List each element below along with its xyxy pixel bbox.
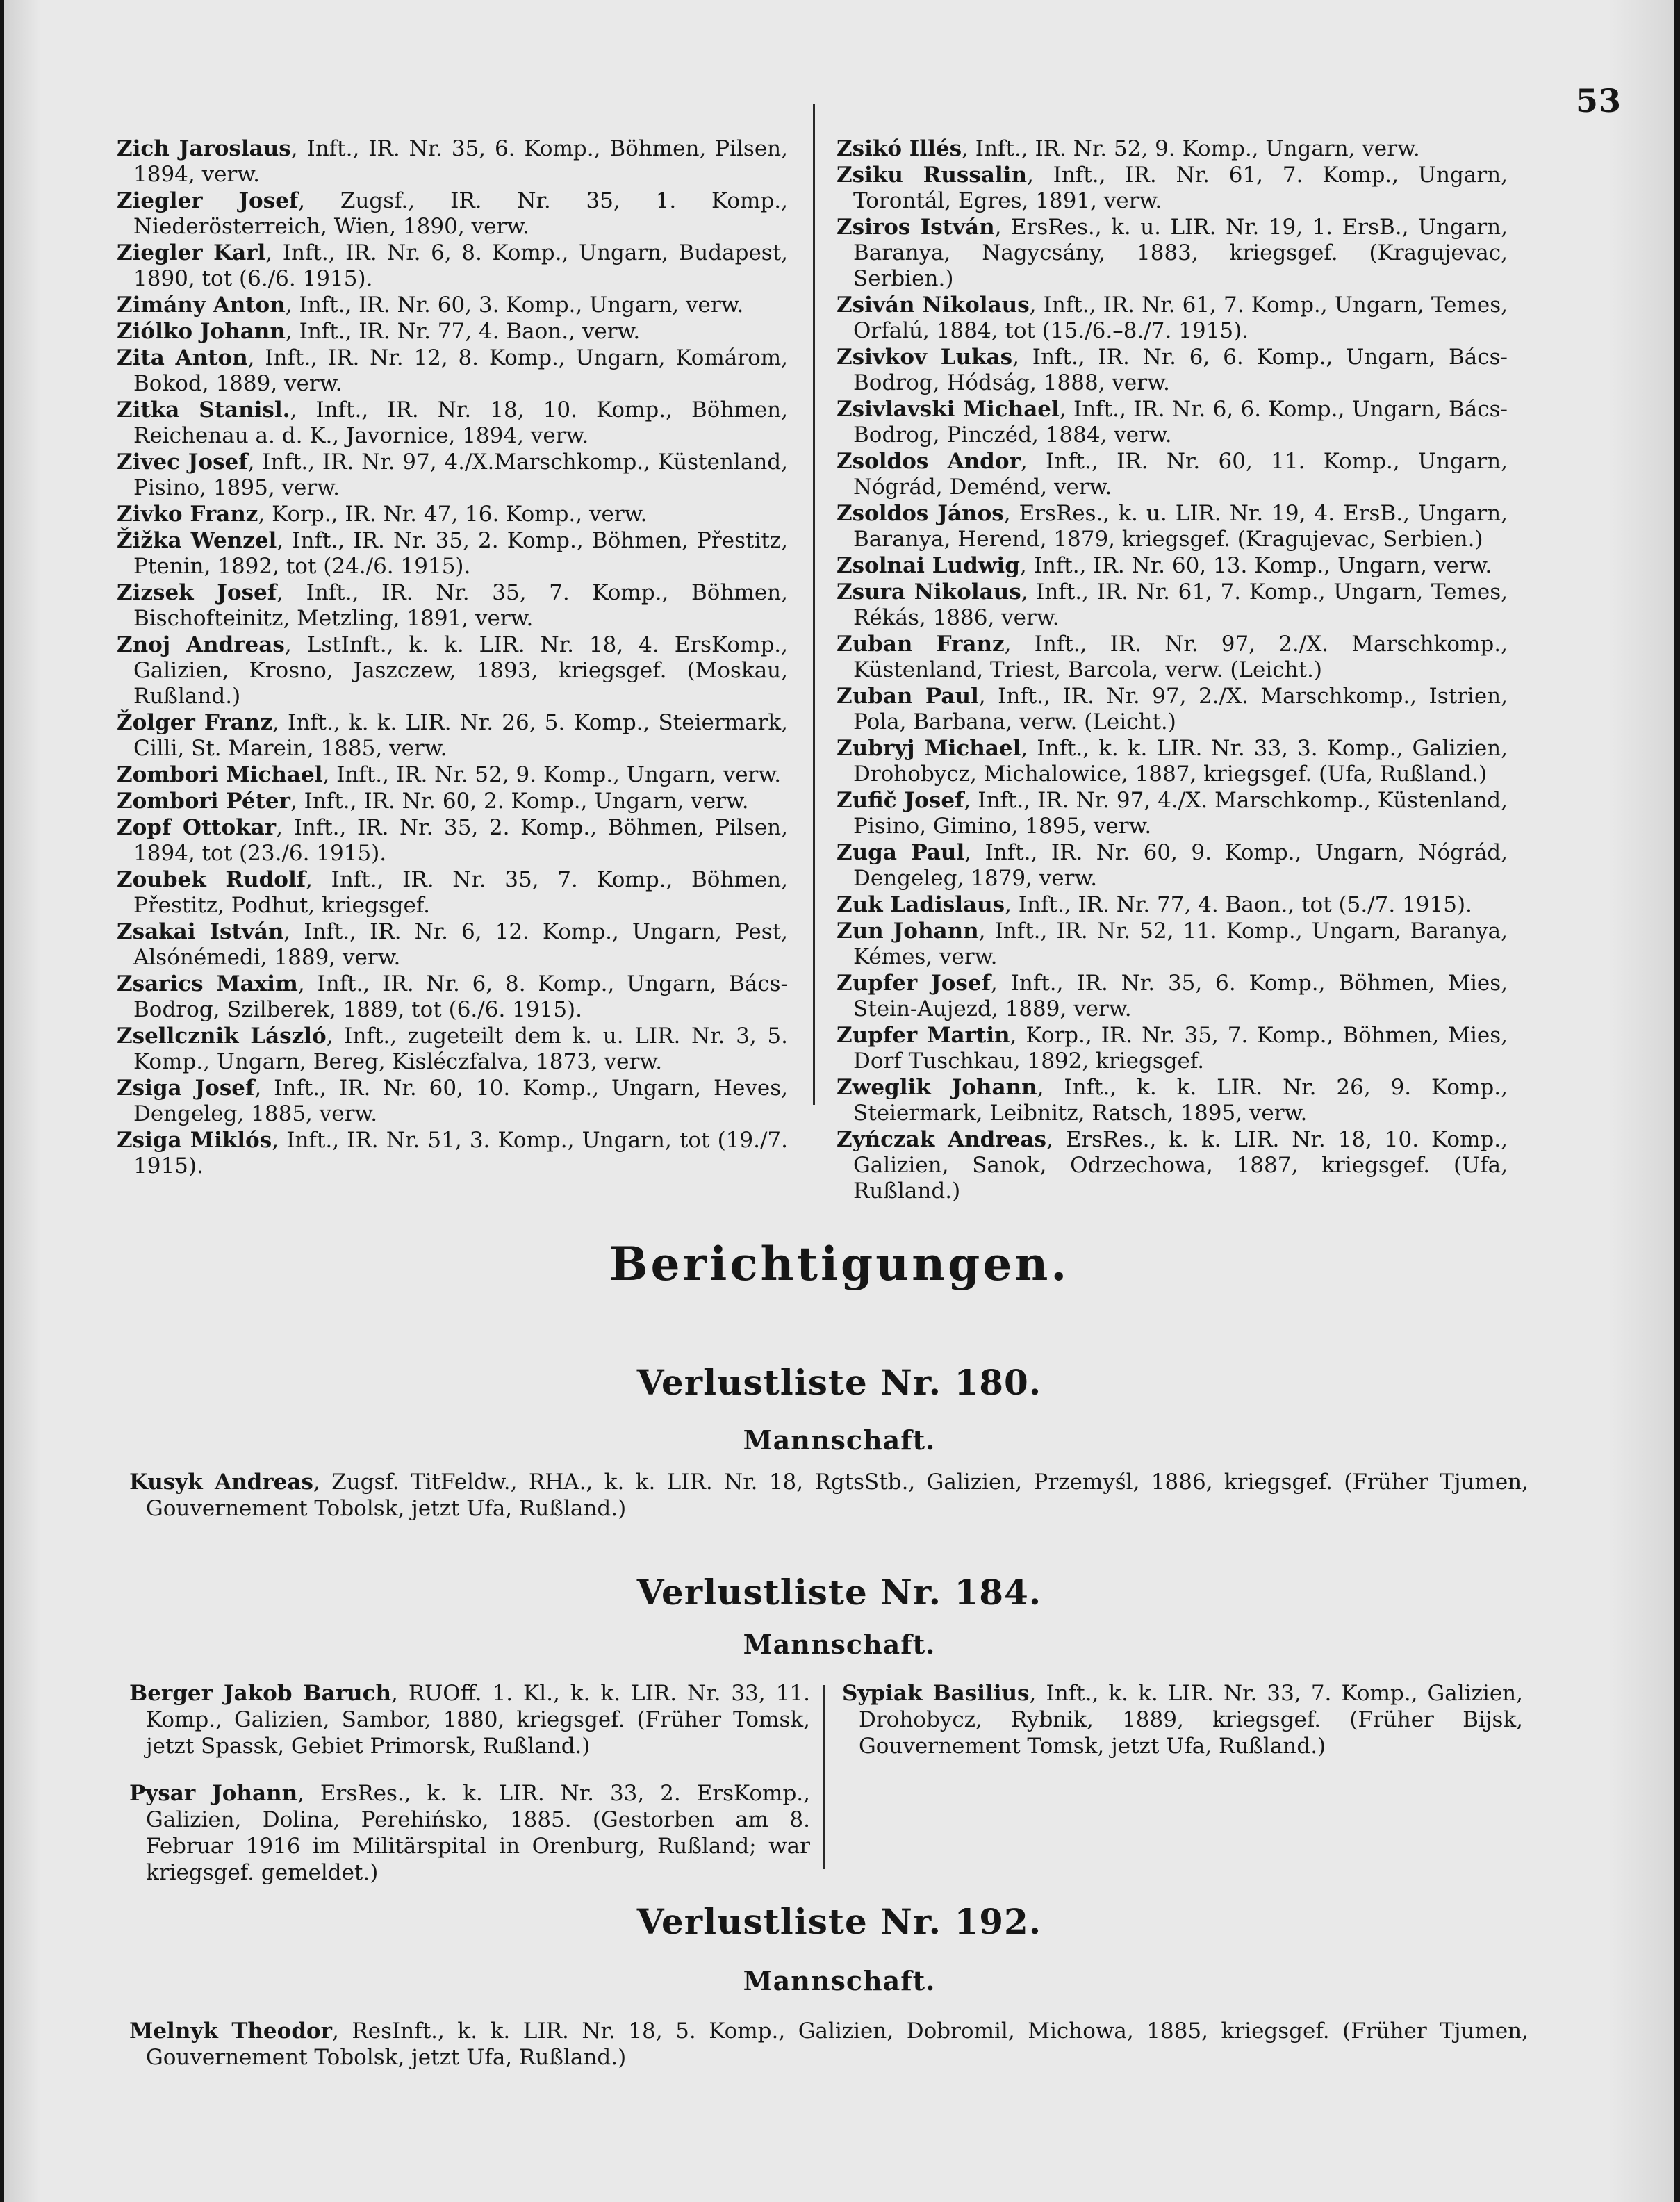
casualty-entry xyxy=(837,1075,1508,1126)
casualty-entry xyxy=(837,136,1508,162)
casualty-entry xyxy=(117,293,788,318)
entry-name: Zich Jaroslaus xyxy=(117,136,291,161)
casualty-entry xyxy=(117,971,788,1023)
entry-name: Zivec Josef xyxy=(117,450,248,475)
entry-text: , Inft., IR. Nr. 61, 7. Komp., Ungarn, Temes, Rékás, 1886, verw. xyxy=(853,580,1508,630)
entry-name: Zuk Ladislaus xyxy=(837,892,1005,917)
list-184-entry xyxy=(129,1680,810,1759)
casualty-entry xyxy=(837,840,1508,892)
entry-name: Zufič Josef xyxy=(837,788,964,813)
entry-name: Zsiga Miklós xyxy=(117,1128,272,1153)
entry-text: , Inft., IR. Nr. 60, 11. Komp., Ungarn, Nógrád, Deménd, verw. xyxy=(853,449,1508,500)
entry-name: Zsarics Maxim xyxy=(117,971,298,996)
entry-text: , Inft., IR. Nr. 35, 6. Komp., Böhmen, Mies, Stein-Aujezd, 1889, verw. xyxy=(853,971,1508,1021)
entry-name: Zuga Paul xyxy=(837,840,965,865)
casualty-entry xyxy=(837,892,1508,918)
entry-text: , Inft., k. k. LIR. Nr. 33, 3. Komp., Galizien, Drohobycz, Michalowice, 1887, kriegsgef. (Ufa, Rußland.) xyxy=(853,736,1508,787)
casualty-entry xyxy=(837,1023,1508,1074)
list-184-title: Verlustliste Nr. 184. xyxy=(636,1572,1042,1613)
casualty-entry xyxy=(117,815,788,866)
list-180-entry xyxy=(129,1469,1529,1522)
list-192-subtitle: Mannschaft. xyxy=(743,1965,936,1996)
casualty-entry xyxy=(837,971,1508,1022)
entry-name: Zizsek Josef xyxy=(117,580,277,605)
casualty-entry xyxy=(837,293,1508,344)
list-184-entry xyxy=(129,1780,810,1886)
entry-text: , Korp., IR. Nr. 35, 7. Komp., Böhmen, Mies, Dorf Tuschkau, 1892, kriegsgef. xyxy=(853,1023,1508,1074)
casualty-entry xyxy=(117,319,788,345)
entry-text: , Inft., IR. Nr. 6, 12. Komp., Ungarn, Pest, Alsónémedi, 1889, verw. xyxy=(133,919,788,970)
entry-name: Zombori Péter xyxy=(117,789,290,814)
entry-name: Zsoldos Andor xyxy=(837,449,1021,474)
entry-text: , Inft., IR. Nr. 61, 7. Komp., Ungarn, Temes, Orfalú, 1884, tot (15./6.–8./7. 1915). xyxy=(853,293,1508,343)
list-184-right-column xyxy=(842,1680,1523,1780)
casualty-entry xyxy=(117,1076,788,1127)
entry-text: , Inft., IR. Nr. 6, 8. Komp., Ungarn, Bács-Bodrog, Szilberek, 1889, tot (6./6. 1915). xyxy=(133,971,789,1022)
entry-text: , ErsRes., k. u. LIR. Nr. 19, 1. ErsB., Ungarn, Baranya, Nagycsány, 1883, kriegsgef. (Kragujevac, Serbien.) xyxy=(853,215,1508,291)
entry-text: , Inft., IR. Nr. 52, 9. Komp., Ungarn, verw. xyxy=(962,136,1420,161)
entry-text: , Inft., IR. Nr. 12, 8. Komp., Ungarn, Komárom, Bokod, 1889, verw. xyxy=(133,345,788,396)
entry-text: , Inft., k. k. LIR. Nr. 26, 9. Komp., Steiermark, Leibnitz, Ratsch, 1895, verw. xyxy=(853,1075,1508,1126)
entry-name: Zimány Anton xyxy=(117,293,286,318)
entry-name: Zsiku Russalin xyxy=(837,163,1027,188)
entry-name: Berger Jakob Baruch xyxy=(129,1681,391,1706)
entry-text: , Inft., IR. Nr. 35, 2. Komp., Böhmen, Přestitz, Ptenin, 1892, tot (24./6. 1915). xyxy=(133,528,788,579)
corrections-heading: Berichtigungen. xyxy=(609,1237,1070,1291)
casualty-entry xyxy=(837,215,1508,292)
casualty-entry xyxy=(837,501,1508,552)
column-divider xyxy=(813,104,815,1105)
entry-name: Zsiga Josef xyxy=(117,1076,255,1101)
entry-name: Zombori Michael xyxy=(117,762,323,787)
entry-text: , Inft., IR. Nr. 35, 7. Komp., Böhmen, Bischofteinitz, Metzling, 1891, verw. xyxy=(133,580,788,631)
entry-text: , Inft., IR. Nr. 52, 9. Komp., Ungarn, verw. xyxy=(322,762,782,787)
casualty-entry xyxy=(837,632,1508,683)
entry-text: , RUOff. 1. Kl., k. k. LIR. Nr. 33, 11. Komp., Galizien, Sambor, 1880, kriegsgef. (Früher Tomsk, jetzt Spassk, Gebiet Primorsk, Rußland.) xyxy=(146,1681,811,1759)
casualty-entry xyxy=(117,528,788,580)
entry-name: Zsoldos János xyxy=(837,501,1004,526)
entry-name: Melnyk Theodor xyxy=(129,2019,333,2044)
casualty-entry xyxy=(837,684,1508,735)
casualty-entry xyxy=(117,867,788,919)
entry-text: , Inft., IR. Nr. 97, 4./X. Marschkomp., Küstenland, Pisino, Gimino, 1895, verw. xyxy=(853,788,1508,839)
casualty-entry xyxy=(837,345,1508,396)
casualty-entry xyxy=(837,1127,1508,1204)
entry-text: , Inft., k. k. LIR. Nr. 26, 5. Komp., Steiermark, Cilli, St. Marein, 1885, verw. xyxy=(133,710,788,761)
entry-name: Zoubek Rudolf xyxy=(117,867,306,892)
entry-text: , Inft., IR. Nr. 60, 13. Komp., Ungarn, verw. xyxy=(1019,553,1492,578)
entry-name: Zsiros István xyxy=(837,215,995,240)
list-192-title: Verlustliste Nr. 192. xyxy=(636,1901,1042,1942)
entry-name: Zuban Paul xyxy=(837,684,979,709)
casualty-entry xyxy=(117,397,788,449)
entry-text: , Inft., IR. Nr. 35, 7. Komp., Böhmen, Přestitz, Podhut, kriegsgef. xyxy=(133,867,788,918)
casualty-entry xyxy=(837,736,1508,787)
entry-name: Zyńczak Andreas xyxy=(837,1127,1046,1152)
entry-text: , Inft., IR. Nr. 52, 11. Komp., Ungarn, Baranya, Kémes, verw. xyxy=(853,919,1508,969)
list-184-subtitle: Mannschaft. xyxy=(743,1629,936,1660)
entry-name: Znoj Andreas xyxy=(117,632,285,657)
entry-name: Zopf Ottokar xyxy=(117,815,277,840)
entry-name: Zsivkov Lukas xyxy=(837,345,1013,370)
casualty-entry xyxy=(117,450,788,501)
list-184-column-divider xyxy=(823,1685,825,1869)
entry-text: , Inft., zugeteilt dem k. u. LIR. Nr. 3, 5. Komp., Ungarn, Bereg, Kisléczfalva, 1873, verw. xyxy=(133,1024,788,1074)
entry-text: , LstInft., k. k. LIR. Nr. 18, 4. ErsKomp., Galizien, Krosno, Jaszczew, 1893, kriegsgef. (Moskau, Rußland.) xyxy=(133,632,789,709)
entry-name: Zsura Nikolaus xyxy=(837,580,1021,605)
entry-name: Žižka Wenzel xyxy=(117,528,277,553)
entry-text: , Inft., IR. Nr. 35, 2. Komp., Böhmen, Pilsen, 1894, tot (23./6. 1915). xyxy=(133,815,788,866)
entry-name: Zupfer Josef xyxy=(837,971,991,996)
entry-text: , ErsRes., k. k. LIR. Nr. 33, 2. ErsKomp., Galizien, Dolina, Perehińsko, 1885. (Gestorben am 8. Februar 1916 im Militärspital in Orenburg, Rußland; war kriegsgef. gemeldet.) xyxy=(146,1781,810,1885)
entry-text: , Inft., IR. Nr. 60, 3. Komp., Ungarn, verw. xyxy=(285,293,744,318)
casualty-entry xyxy=(837,919,1508,970)
entry-text: , Inft., IR. Nr. 60, 10. Komp., Ungarn, Heves, Dengeleg, 1885, verw. xyxy=(133,1076,788,1126)
entry-name: Zupfer Martin xyxy=(837,1023,1010,1048)
entry-name: Zsakai István xyxy=(117,919,284,944)
entry-text: , Inft., IR. Nr. 60, 9. Komp., Ungarn, Nógrád, Dengeleg, 1879, verw. xyxy=(853,840,1508,891)
entry-text: , Inft., IR. Nr. 51, 3. Komp., Ungarn, tot (19./7. 1915). xyxy=(133,1128,789,1178)
entry-text: , Zugsf., IR. Nr. 35, 1. Komp., Niederösterreich, Wien, 1890, verw. xyxy=(133,188,788,239)
entry-name: Zsellcznik László xyxy=(117,1024,327,1049)
entry-text: , Inft., IR. Nr. 97, 4./X.Marschkomp., Küstenland, Pisino, 1895, verw. xyxy=(133,450,788,500)
document-page xyxy=(4,0,1674,2202)
entry-name: Zsivlavski Michael xyxy=(837,397,1060,422)
casualty-entry xyxy=(117,632,788,709)
page-number: 53 xyxy=(1575,82,1622,120)
casualty-entry xyxy=(117,710,788,762)
casualty-entry xyxy=(117,762,788,788)
entry-text: , ErsRes., k. u. LIR. Nr. 19, 4. ErsB., Ungarn, Baranya, Herend, 1879, kriegsgef. (Kragujevac, Serbien.) xyxy=(853,501,1508,552)
list-192-entry xyxy=(129,2018,1529,2071)
entry-name: Zubryj Michael xyxy=(837,736,1021,761)
entry-text: , Inft., IR. Nr. 6, 8. Komp., Ungarn, Budapest, 1890, tot (6./6. 1915). xyxy=(133,240,789,291)
entry-text: , Inft., IR. Nr. 35, 6. Komp., Böhmen, Pilsen, 1894, verw. xyxy=(133,136,788,187)
list-180-title: Verlustliste Nr. 180. xyxy=(636,1362,1042,1403)
entry-name: Žolger Franz xyxy=(117,710,272,735)
entry-text: , Inft., IR. Nr. 61, 7. Komp., Ungarn, Torontál, Egres, 1891, verw. xyxy=(853,163,1508,213)
entry-text: , ErsRes., k. k. LIR. Nr. 18, 10. Komp., Galizien, Sanok, Odrzechowa, 1887, kriegsgef. (Ufa, Rußland.) xyxy=(853,1127,1508,1203)
casualty-entry xyxy=(117,136,788,188)
casualty-entry xyxy=(837,553,1508,579)
entry-name: Ziegler Josef xyxy=(117,188,299,213)
left-column xyxy=(117,136,788,1180)
casualty-entry xyxy=(117,789,788,814)
entry-name: Zita Anton xyxy=(117,345,248,370)
casualty-entry xyxy=(837,163,1508,214)
list-180-subtitle: Mannschaft. xyxy=(743,1424,936,1456)
casualty-entry xyxy=(117,919,788,971)
entry-name: Pysar Johann xyxy=(129,1781,298,1806)
entry-name: Zsiván Nikolaus xyxy=(837,293,1030,318)
entry-name: Zuban Franz xyxy=(837,632,1005,657)
list-184-entry xyxy=(842,1680,1523,1759)
entry-name: Zweglik Johann xyxy=(837,1075,1037,1100)
entry-text: , Korp., IR. Nr. 47, 16. Komp., verw. xyxy=(258,502,648,527)
entry-name: Zsikó Illés xyxy=(837,136,962,161)
casualty-entry xyxy=(837,580,1508,631)
casualty-entry xyxy=(837,788,1508,839)
casualty-entry xyxy=(837,397,1508,448)
entry-text: , Inft., IR. Nr. 77, 4. Baon., tot (5./7. 1915). xyxy=(1005,892,1472,917)
entry-name: Zitka Stanisl. xyxy=(117,397,290,422)
casualty-entry xyxy=(117,1128,788,1179)
casualty-entry xyxy=(117,502,788,527)
entry-text: , Inft., IR. Nr. 97, 2./X. Marschkomp., Istrien, Pola, Barbana, verw. (Leicht.) xyxy=(853,684,1508,734)
casualty-entry xyxy=(117,580,788,632)
entry-text: , Inft., IR. Nr. 6, 6. Komp., Ungarn, Bács-Bodrog, Pinczéd, 1884, verw. xyxy=(853,397,1508,447)
entry-name: Ziegler Karl xyxy=(117,240,266,265)
entry-text: , Inft., IR. Nr. 60, 2. Komp., Ungarn, verw. xyxy=(290,789,749,814)
entry-name: Zsolnai Ludwig xyxy=(837,553,1020,578)
casualty-entry xyxy=(837,449,1508,500)
casualty-entry xyxy=(117,240,788,292)
list-184-left-column xyxy=(129,1680,810,1907)
entry-text: , ResInft., k. k. LIR. Nr. 18, 5. Komp., Galizien, Dobromil, Michowa, 1885, kriegsgef. (Früher Tjumen, Gouvernement Tobolsk, jetzt Ufa, Rußland.) xyxy=(146,2019,1529,2070)
entry-name: Ziólko Johann xyxy=(117,319,286,344)
casualty-entry xyxy=(117,1024,788,1075)
entry-name: Zun Johann xyxy=(837,919,979,944)
entry-name: Zivko Franz xyxy=(117,502,258,527)
entry-name: Sypiak Basilius xyxy=(842,1681,1030,1706)
entry-text: , Inft., IR. Nr. 6, 6. Komp., Ungarn, Bács-Bodrog, Hódság, 1888, verw. xyxy=(853,345,1508,395)
casualty-entry xyxy=(117,188,788,240)
entry-text: , Inft., IR. Nr. 97, 2./X. Marschkomp., Küstenland, Triest, Barcola, verw. (Leicht.) xyxy=(853,632,1508,682)
entry-name: Kusyk Andreas xyxy=(129,1470,313,1495)
entry-text: , Inft., k. k. LIR. Nr. 33, 7. Komp., Galizien, Drohobycz, Rybnik, 1889, kriegsgef. (Früher Bijsk, Gouvernement Tomsk, jetzt Ufa, Rußland.) xyxy=(859,1681,1523,1759)
entry-text: , Inft., IR. Nr. 18, 10. Komp., Böhmen, Reichenau a. d. K., Javornice, 1894, verw. xyxy=(133,397,788,448)
right-column xyxy=(837,136,1508,1205)
entry-text: , Zugsf. TitFeldw., RHA., k. k. LIR. Nr. 18, RgtsStb., Galizien, Przemyśl, 1886, kriegsgef. (Früher Tjumen, Gouvernement Tobolsk, jetzt Ufa, Rußland.) xyxy=(146,1470,1529,1521)
entry-text: , Inft., IR. Nr. 77, 4. Baon., verw. xyxy=(285,319,641,344)
casualty-entry xyxy=(117,345,788,397)
